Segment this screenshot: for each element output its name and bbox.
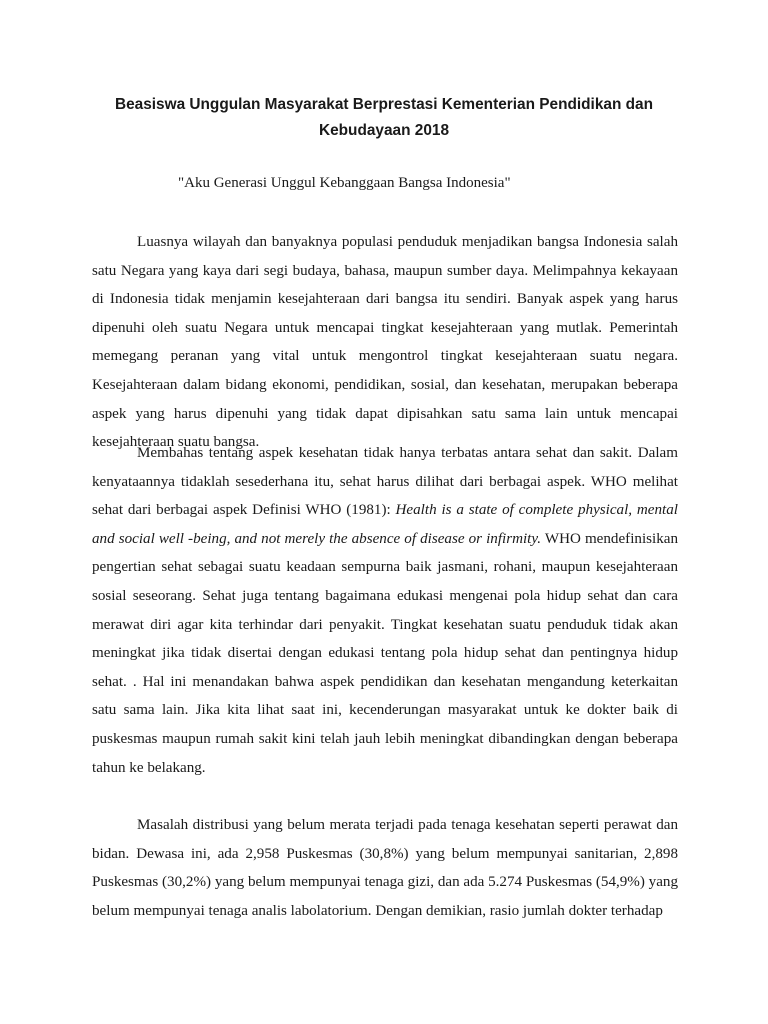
who-definition-continuation: WHO mendefinisikan [541,530,678,547]
paragraph-line: di Indonesia tidak menjamin kesejahteraan dari bangsa itu sendiri. Banyak aspek yang harus [92,291,678,308]
paragraph-line: Luasnya wilayah dan banyaknya populasi penduduk menjadikan bangsa Indonesia salah [137,234,678,250]
paragraph-line: belum mempunyai tenaga analis labolatorium. Dengan demikian, rasio jumlah dokter terhadap [92,902,663,919]
document-title [92,92,676,144]
document-subtitle: "Aku Generasi Unggul Kebanggaan Bangsa Indonesia" [178,175,511,191]
paragraph-line [92,525,678,554]
paragraph-line: merawat diri agar kita terhindar dari penyakit. Tingkat kesehatan suatu penduduk tidak akan [92,616,678,633]
paragraph-line: dipenuhi oleh suatu Negara untuk mencapai tingkat kesejahteraan yang mutlak. Pemerintah [92,319,678,336]
paragraph-line: puskesmas maupun rumah sakit kini telah jauh lebih meningkat dibandingkan dengan beberapa [92,730,678,747]
paragraph-line: Membahas tentang aspek kesehatan tidak hanya terbatas antara sehat dan sakit. Dalam [137,445,678,461]
paragraph-line: pengertian sehat sebagai suatu keadaan sempurna baik jasmani, rohani, maupun kesejahteraan [92,559,678,576]
title-line-2: Kebudayaan 2018 [318,122,450,139]
paragraph-line: tahun ke belakang. [92,759,206,776]
paragraph-line: satu sama lain. Jika kita lihat saat ini, kecenderungan masyarakat untuk ke dokter baik di [92,702,678,719]
paragraph-line: Puskesmas (30,2%) yang belum mempunyai tenaga gizi, dan ada 5.274 Puskesmas (54,9%) yang [92,874,679,891]
title-line-1: Beasiswa Unggulan Masyarakat Berprestasi Kementerian Pendidikan dan [114,96,653,113]
who-definition-quote-part-1: Health is a state of complete physical, mental [395,502,678,519]
paragraph-line: bidan. Dewasa ini, ada 2,958 Puskesmas (30,8%) yang belum mempunyai sanitarian, 2,898 [92,845,678,862]
paragraph-line: sehat. . Hal ini menandakan bahwa aspek pendidikan dan kesehatan mengandung keterkaitan [92,673,678,690]
paragraph-line: aspek yang harus dipenuhi yang tidak dapat dipisahkan satu sama lain untuk mencapai [92,405,678,422]
paragraph-line [92,496,678,525]
paragraph-line: kenyataannya tidaklah sesederhana itu, sehat harus dilihat dari berbagai aspek. WHO melihat [92,473,678,490]
who-definition-quote-part-2: and social well -being, and not merely the absence of disease or infirmity. [92,530,542,547]
paragraph-line: satu Negara yang kaya dari segi budaya, bahasa, maupun sumber daya. Melimpahnya kekayaan [92,262,678,279]
paragraph-line: memegang peranan yang vital untuk mengontrol tingkat kesejahteraan suatu negara. [92,348,678,365]
paragraph-line: Kesejahteraan dalam bidang ekonomi, pendidikan, sosial, dan kesehatan, merupakan beberapa [92,376,678,393]
paragraph-1 [92,228,678,457]
paragraph-line: sosial seseorang. Sehat juga tentang bagaimana edukasi mengenai pola hidup sehat dan cara [92,587,678,604]
paragraph-line: Masalah distribusi yang belum merata terjadi pada tenaga kesehatan seperti perawat dan [137,817,678,833]
paragraph-2 [92,439,678,782]
paragraph-3 [92,811,678,925]
who-definition-intro: sehat dari berbagai aspek Definisi WHO (1981): [92,502,396,519]
paragraph-line: meningkat jika tidak disertai dengan edukasi tentang pola hidup sehat dan pentingnya hidup [92,645,678,662]
paragraph-line: kesejahteraan suatu bangsa. [92,434,260,451]
